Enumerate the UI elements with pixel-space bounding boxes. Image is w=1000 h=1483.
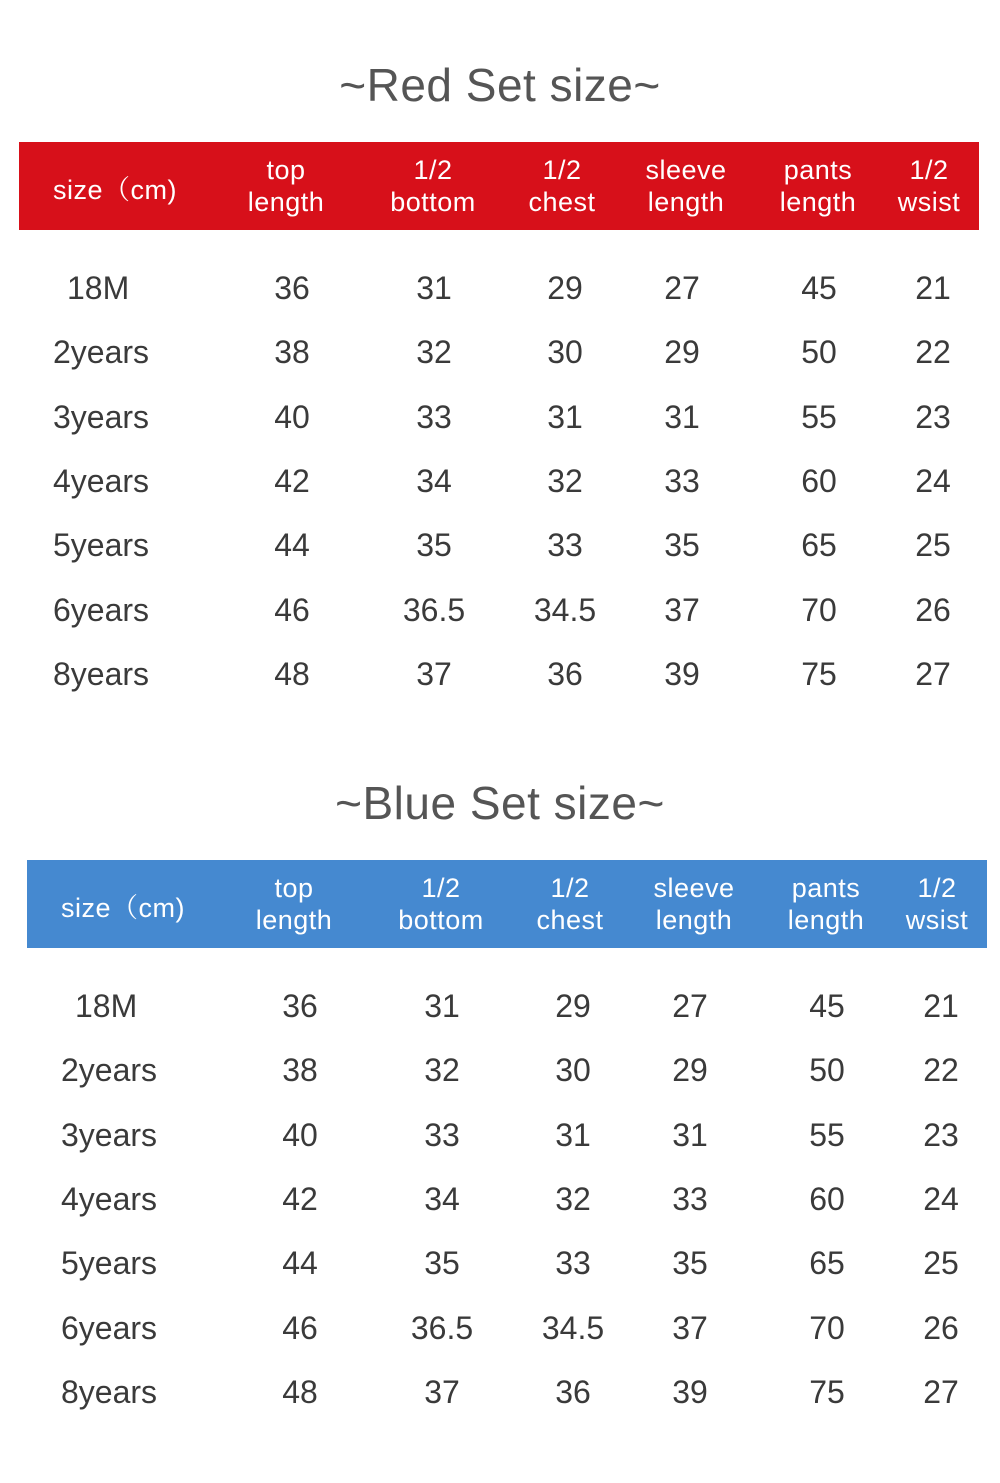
header-cell: sleeve length [653, 873, 735, 935]
size-cell: 18M [67, 270, 130, 306]
measurement-cell: 44 [282, 1245, 318, 1282]
measurement-cell: 46 [282, 1309, 318, 1346]
measurement-cell: 33 [664, 462, 700, 499]
size-cell: 6years [53, 591, 150, 628]
measurement-cell: 32 [416, 334, 452, 371]
size-cell: 6years [61, 1309, 158, 1346]
measurement-cell: 48 [282, 1373, 318, 1410]
size-cell: 8years [53, 655, 150, 692]
measurement-cell: 65 [801, 527, 837, 564]
measurement-cell: 55 [809, 1116, 845, 1153]
measurement-cell: 40 [282, 1116, 318, 1153]
measurement-cell: 75 [801, 655, 837, 692]
table-row [0, 1038, 1000, 1102]
measurement-cell: 70 [801, 591, 837, 628]
measurement-cell: 37 [416, 655, 452, 692]
table-row [0, 449, 1000, 513]
measurement-cell: 34.5 [533, 591, 597, 628]
measurement-cell: 27 [672, 988, 708, 1024]
measurement-cell: 50 [801, 334, 837, 371]
header-cell: size（cm) [61, 893, 185, 923]
table-row [0, 513, 1000, 577]
measurement-cell: 48 [274, 655, 310, 692]
measurement-cell: 45 [809, 988, 845, 1024]
measurement-cell: 36 [274, 270, 310, 306]
size-cell: 3years [53, 398, 150, 435]
size-cell: 8years [61, 1373, 158, 1410]
measurement-cell: 37 [424, 1373, 460, 1410]
table-row [0, 1231, 1000, 1295]
table-header [19, 142, 979, 230]
measurement-cell: 27 [923, 1373, 959, 1410]
measurement-cell: 22 [923, 1052, 959, 1089]
measurement-cell: 30 [547, 334, 583, 371]
header-cell: 1/2 chest [536, 873, 604, 935]
measurement-cell: 42 [282, 1180, 318, 1217]
measurement-cell: 29 [672, 1052, 708, 1089]
table-row [0, 578, 1000, 642]
measurement-cell: 33 [672, 1180, 708, 1217]
measurement-cell: 38 [274, 334, 310, 371]
measurement-cell: 29 [555, 988, 591, 1024]
table-row [0, 642, 1000, 706]
measurement-cell: 24 [915, 462, 951, 499]
size-cell: 4years [61, 1180, 158, 1217]
measurement-cell: 37 [672, 1309, 708, 1346]
measurement-cell: 36 [282, 988, 318, 1024]
measurement-cell: 31 [547, 398, 583, 435]
measurement-cell: 33 [547, 527, 583, 564]
table-row [0, 320, 1000, 384]
measurement-cell: 27 [915, 655, 951, 692]
measurement-cell: 44 [274, 527, 310, 564]
measurement-cell: 70 [809, 1309, 845, 1346]
measurement-cell: 42 [274, 462, 310, 499]
table-row [0, 1296, 1000, 1360]
measurement-cell: 30 [555, 1052, 591, 1089]
measurement-cell: 35 [664, 527, 700, 564]
header-cell: sleeve length [645, 155, 727, 217]
table-title: ~Blue Set size~ [335, 777, 665, 829]
measurement-cell: 46 [274, 591, 310, 628]
measurement-cell: 34 [424, 1180, 460, 1217]
table-row [0, 1103, 1000, 1167]
measurement-cell: 25 [923, 1245, 959, 1282]
measurement-cell: 40 [274, 398, 310, 435]
table-row [0, 1167, 1000, 1231]
size-cell: 5years [53, 527, 150, 564]
measurement-cell: 35 [416, 527, 452, 564]
measurement-cell: 35 [424, 1245, 460, 1282]
table-header [27, 860, 987, 948]
measurement-cell: 33 [424, 1116, 460, 1153]
size-cell: 5years [61, 1245, 158, 1282]
measurement-cell: 31 [664, 398, 700, 435]
header-cell: 1/2 wsist [905, 873, 969, 935]
measurement-cell: 31 [555, 1116, 591, 1153]
size-cell: 18M [75, 988, 138, 1024]
table-row [0, 1360, 1000, 1424]
header-cell: 1/2 bottom [398, 873, 484, 935]
measurement-cell: 31 [424, 988, 460, 1024]
header-cell: pants length [779, 155, 857, 217]
measurement-cell: 75 [809, 1373, 845, 1410]
measurement-cell: 50 [809, 1052, 845, 1089]
header-cell: pants length [787, 873, 865, 935]
measurement-cell: 36 [547, 655, 583, 692]
measurement-cell: 60 [809, 1180, 845, 1217]
measurement-cell: 33 [416, 398, 452, 435]
size-cell: 4years [53, 462, 150, 499]
measurement-cell: 24 [923, 1180, 959, 1217]
measurement-cell: 55 [801, 398, 837, 435]
measurement-cell: 23 [923, 1116, 959, 1153]
measurement-cell: 31 [672, 1116, 708, 1153]
measurement-cell: 22 [915, 334, 951, 371]
measurement-cell: 36 [555, 1373, 591, 1410]
measurement-cell: 26 [923, 1309, 959, 1346]
measurement-cell: 29 [547, 270, 583, 306]
header-cell: top length [247, 155, 325, 217]
measurement-cell: 32 [424, 1052, 460, 1089]
measurement-cell: 27 [664, 270, 700, 306]
measurement-cell: 34 [416, 462, 452, 499]
header-cell: top length [255, 873, 333, 935]
header-cell: 1/2 bottom [390, 155, 476, 217]
table-row [0, 256, 1000, 320]
measurement-cell: 26 [915, 591, 951, 628]
table-row [0, 974, 1000, 1038]
header-cell: size（cm) [53, 175, 177, 205]
measurement-cell: 37 [664, 591, 700, 628]
table-row [0, 385, 1000, 449]
table-title: ~Red Set size~ [339, 59, 661, 111]
measurement-cell: 38 [282, 1052, 318, 1089]
measurement-cell: 23 [915, 398, 951, 435]
measurement-cell: 34.5 [541, 1309, 605, 1346]
measurement-cell: 33 [555, 1245, 591, 1282]
measurement-cell: 32 [547, 462, 583, 499]
measurement-cell: 39 [664, 655, 700, 692]
measurement-cell: 21 [923, 988, 959, 1024]
measurement-cell: 21 [915, 270, 951, 306]
measurement-cell: 31 [416, 270, 452, 306]
measurement-cell: 25 [915, 527, 951, 564]
measurement-cell: 60 [801, 462, 837, 499]
header-cell: 1/2 wsist [897, 155, 961, 217]
measurement-cell: 35 [672, 1245, 708, 1282]
measurement-cell: 36.5 [402, 591, 466, 628]
measurement-cell: 45 [801, 270, 837, 306]
measurement-cell: 65 [809, 1245, 845, 1282]
size-cell: 2years [61, 1052, 158, 1089]
measurement-cell: 36.5 [410, 1309, 474, 1346]
measurement-cell: 32 [555, 1180, 591, 1217]
measurement-cell: 39 [672, 1373, 708, 1410]
header-cell: 1/2 chest [528, 155, 596, 217]
measurement-cell: 29 [664, 334, 700, 371]
size-cell: 3years [61, 1116, 158, 1153]
size-cell: 2years [53, 334, 150, 371]
